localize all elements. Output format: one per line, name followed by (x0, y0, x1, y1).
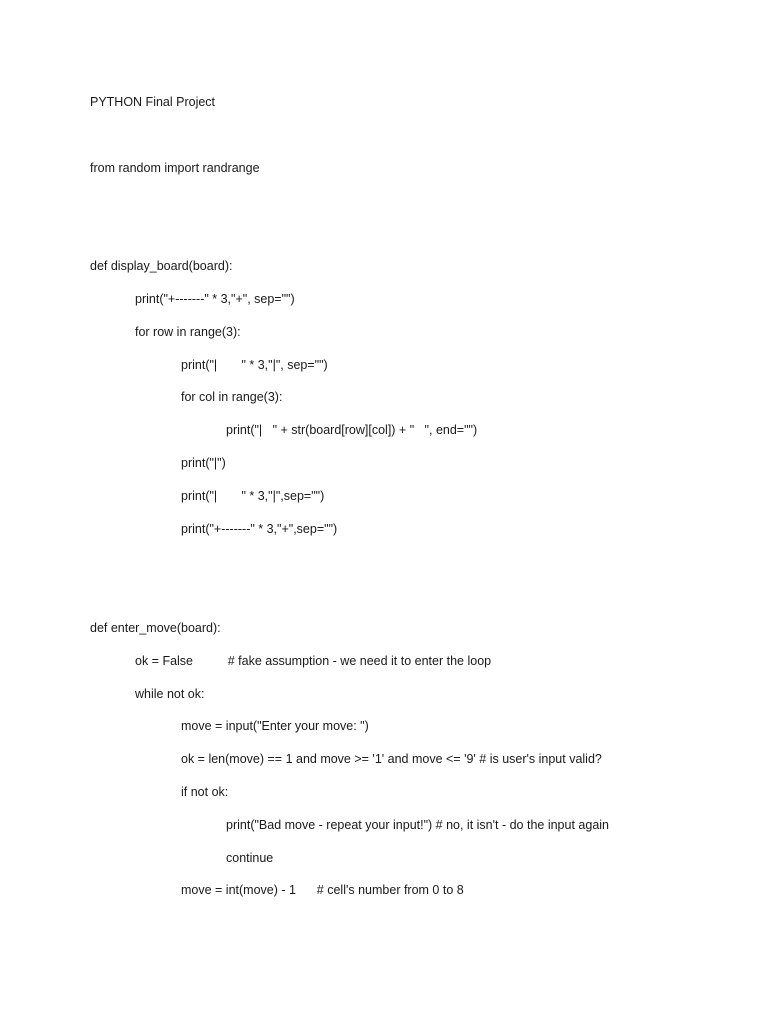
code-line: move = int(move) - 1 # cell's number from 0 to 8 (181, 883, 464, 897)
code-line: print("|") (181, 456, 226, 470)
code-line: from random import randrange (90, 161, 260, 175)
code-line: print("+-------" * 3,"+", sep="") (135, 292, 295, 306)
code-line: continue (226, 851, 274, 865)
code-line: print("| " * 3,"|", sep="") (181, 358, 328, 372)
code-line: ok = len(move) == 1 and move >= '1' and move <= '9' # is user's input valid? (181, 752, 602, 766)
document-title: PYTHON Final Project (90, 95, 216, 109)
code-line: move = input("Enter your move: ") (181, 719, 369, 733)
code-line: print("| " * 3,"|",sep="") (181, 489, 325, 503)
code-line: for row in range(3): (135, 325, 241, 339)
code-line: print("| " + str(board[row][col]) + " ", end="") (226, 423, 478, 437)
code-line: ok = False # fake assumption - we need it to enter the loop (135, 654, 492, 668)
code-line: if not ok: (181, 785, 229, 799)
code-line: print("+-------" * 3,"+",sep="") (181, 522, 338, 536)
code-line: def display_board(board): (90, 259, 233, 273)
code-line: for col in range(3): (181, 390, 283, 404)
code-line: while not ok: (135, 687, 205, 701)
code-line: def enter_move(board): (90, 621, 221, 635)
code-line: print("Bad move - repeat your input!") # no, it isn't - do the input again (226, 818, 609, 832)
